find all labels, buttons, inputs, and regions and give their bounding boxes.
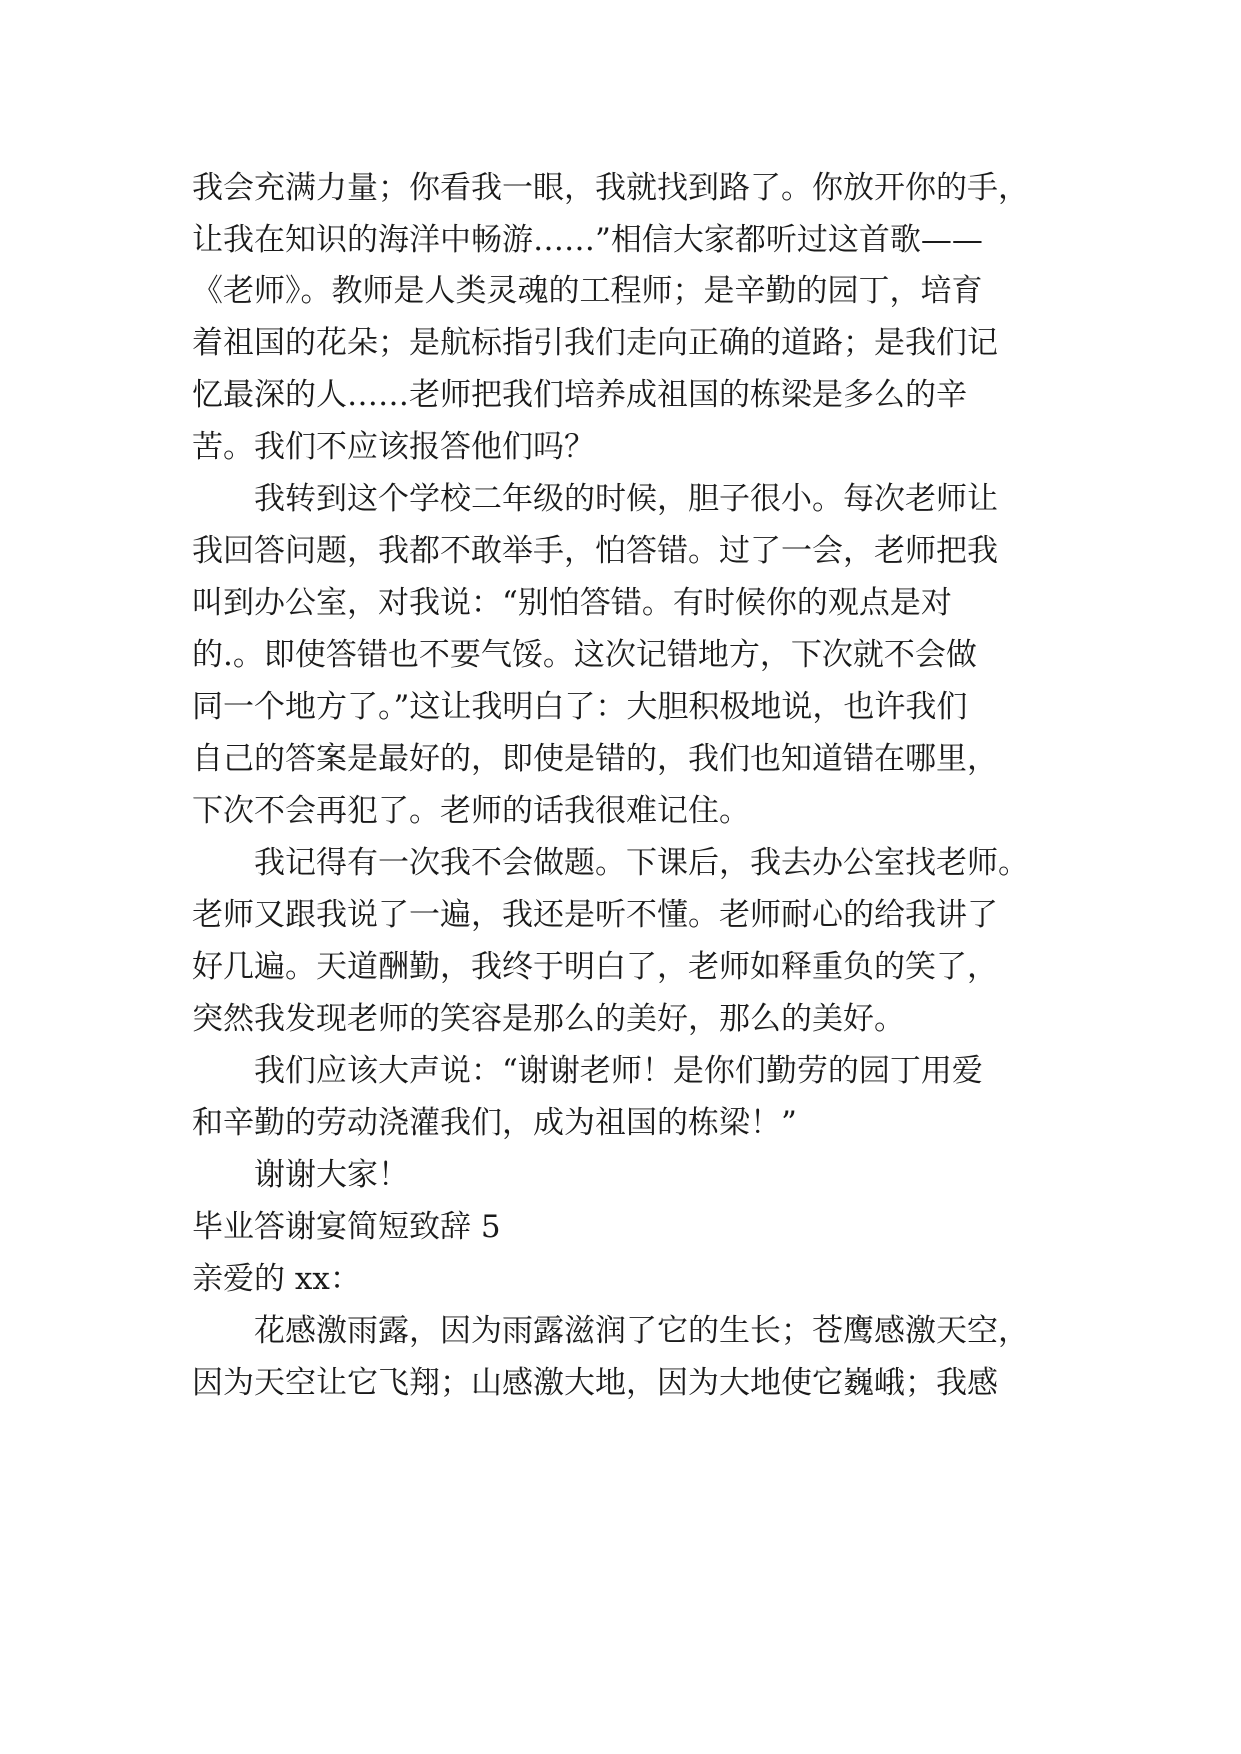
text-line: 我会充满力量；你看我一眼，我就找到路了。你放开你的手，: [192, 170, 1029, 206]
paragraph-start-line: 我记得有一次我不会做题。下课后，我去办公室找老师。: [254, 845, 1029, 881]
salutation-line: 亲爱的 xx：: [192, 1261, 361, 1297]
text-line: 苦。我们不应该报答他们吗？: [192, 429, 595, 465]
text-line: 好几遍。天道酬勤，我终于明白了，老师如释重负的笑了，: [192, 949, 998, 985]
text-line: 因为天空让它飞翔；山感激大地，因为大地使它巍峨；我感: [192, 1365, 998, 1401]
text-line: 我回答问题，我都不敢举手，怕答错。过了一会，老师把我: [192, 533, 998, 569]
paragraph-start-line: 谢谢大家！: [254, 1157, 409, 1193]
paragraph-start-line: 花感激雨露，因为雨露滋润了它的生长；苍鹰感激天空，: [254, 1313, 1029, 1349]
text-line: 和辛勤的劳动浇灌我们，成为祖国的栋梁！”: [192, 1105, 797, 1141]
text-line: 突然我发现老师的笑容是那么的美好，那么的美好。: [192, 1001, 905, 1037]
paragraph-start-line: 我们应该大声说：“谢谢老师！是你们勤劳的园丁用爱: [254, 1053, 983, 1089]
text-line: 让我在知识的海洋中畅游……”相信大家都听过这首歌——: [192, 222, 983, 258]
text-line: 着祖国的花朵；是航标指引我们走向正确的道路；是我们记: [192, 325, 998, 361]
text-line: 忆最深的人……老师把我们培养成祖国的栋梁是多么的辛: [192, 377, 967, 413]
text-line: 《老师》。教师是人类灵魂的工程师；是辛勤的园丁，培育: [192, 273, 983, 309]
text-line: 老师又跟我说了一遍，我还是听不懂。老师耐心的给我讲了: [192, 897, 998, 933]
text-line: 的.。即使答错也不要气馁。这次记错地方，下次就不会做: [192, 637, 977, 673]
text-line: 同一个地方了。”这让我明白了：大胆积极地说，也许我们: [192, 689, 968, 725]
text-line: 下次不会再犯了。老师的话我很难记住。: [192, 793, 750, 829]
text-line: 自己的答案是最好的，即使是错的，我们也知道错在哪里，: [192, 741, 998, 777]
paragraph-start-line: 我转到这个学校二年级的时候，胆子很小。每次老师让: [254, 481, 998, 517]
section-heading: 毕业答谢宴简短致辞 5: [192, 1209, 501, 1245]
text-line: 叫到办公室，对我说：“别怕答错。有时候你的观点是对: [192, 585, 952, 621]
